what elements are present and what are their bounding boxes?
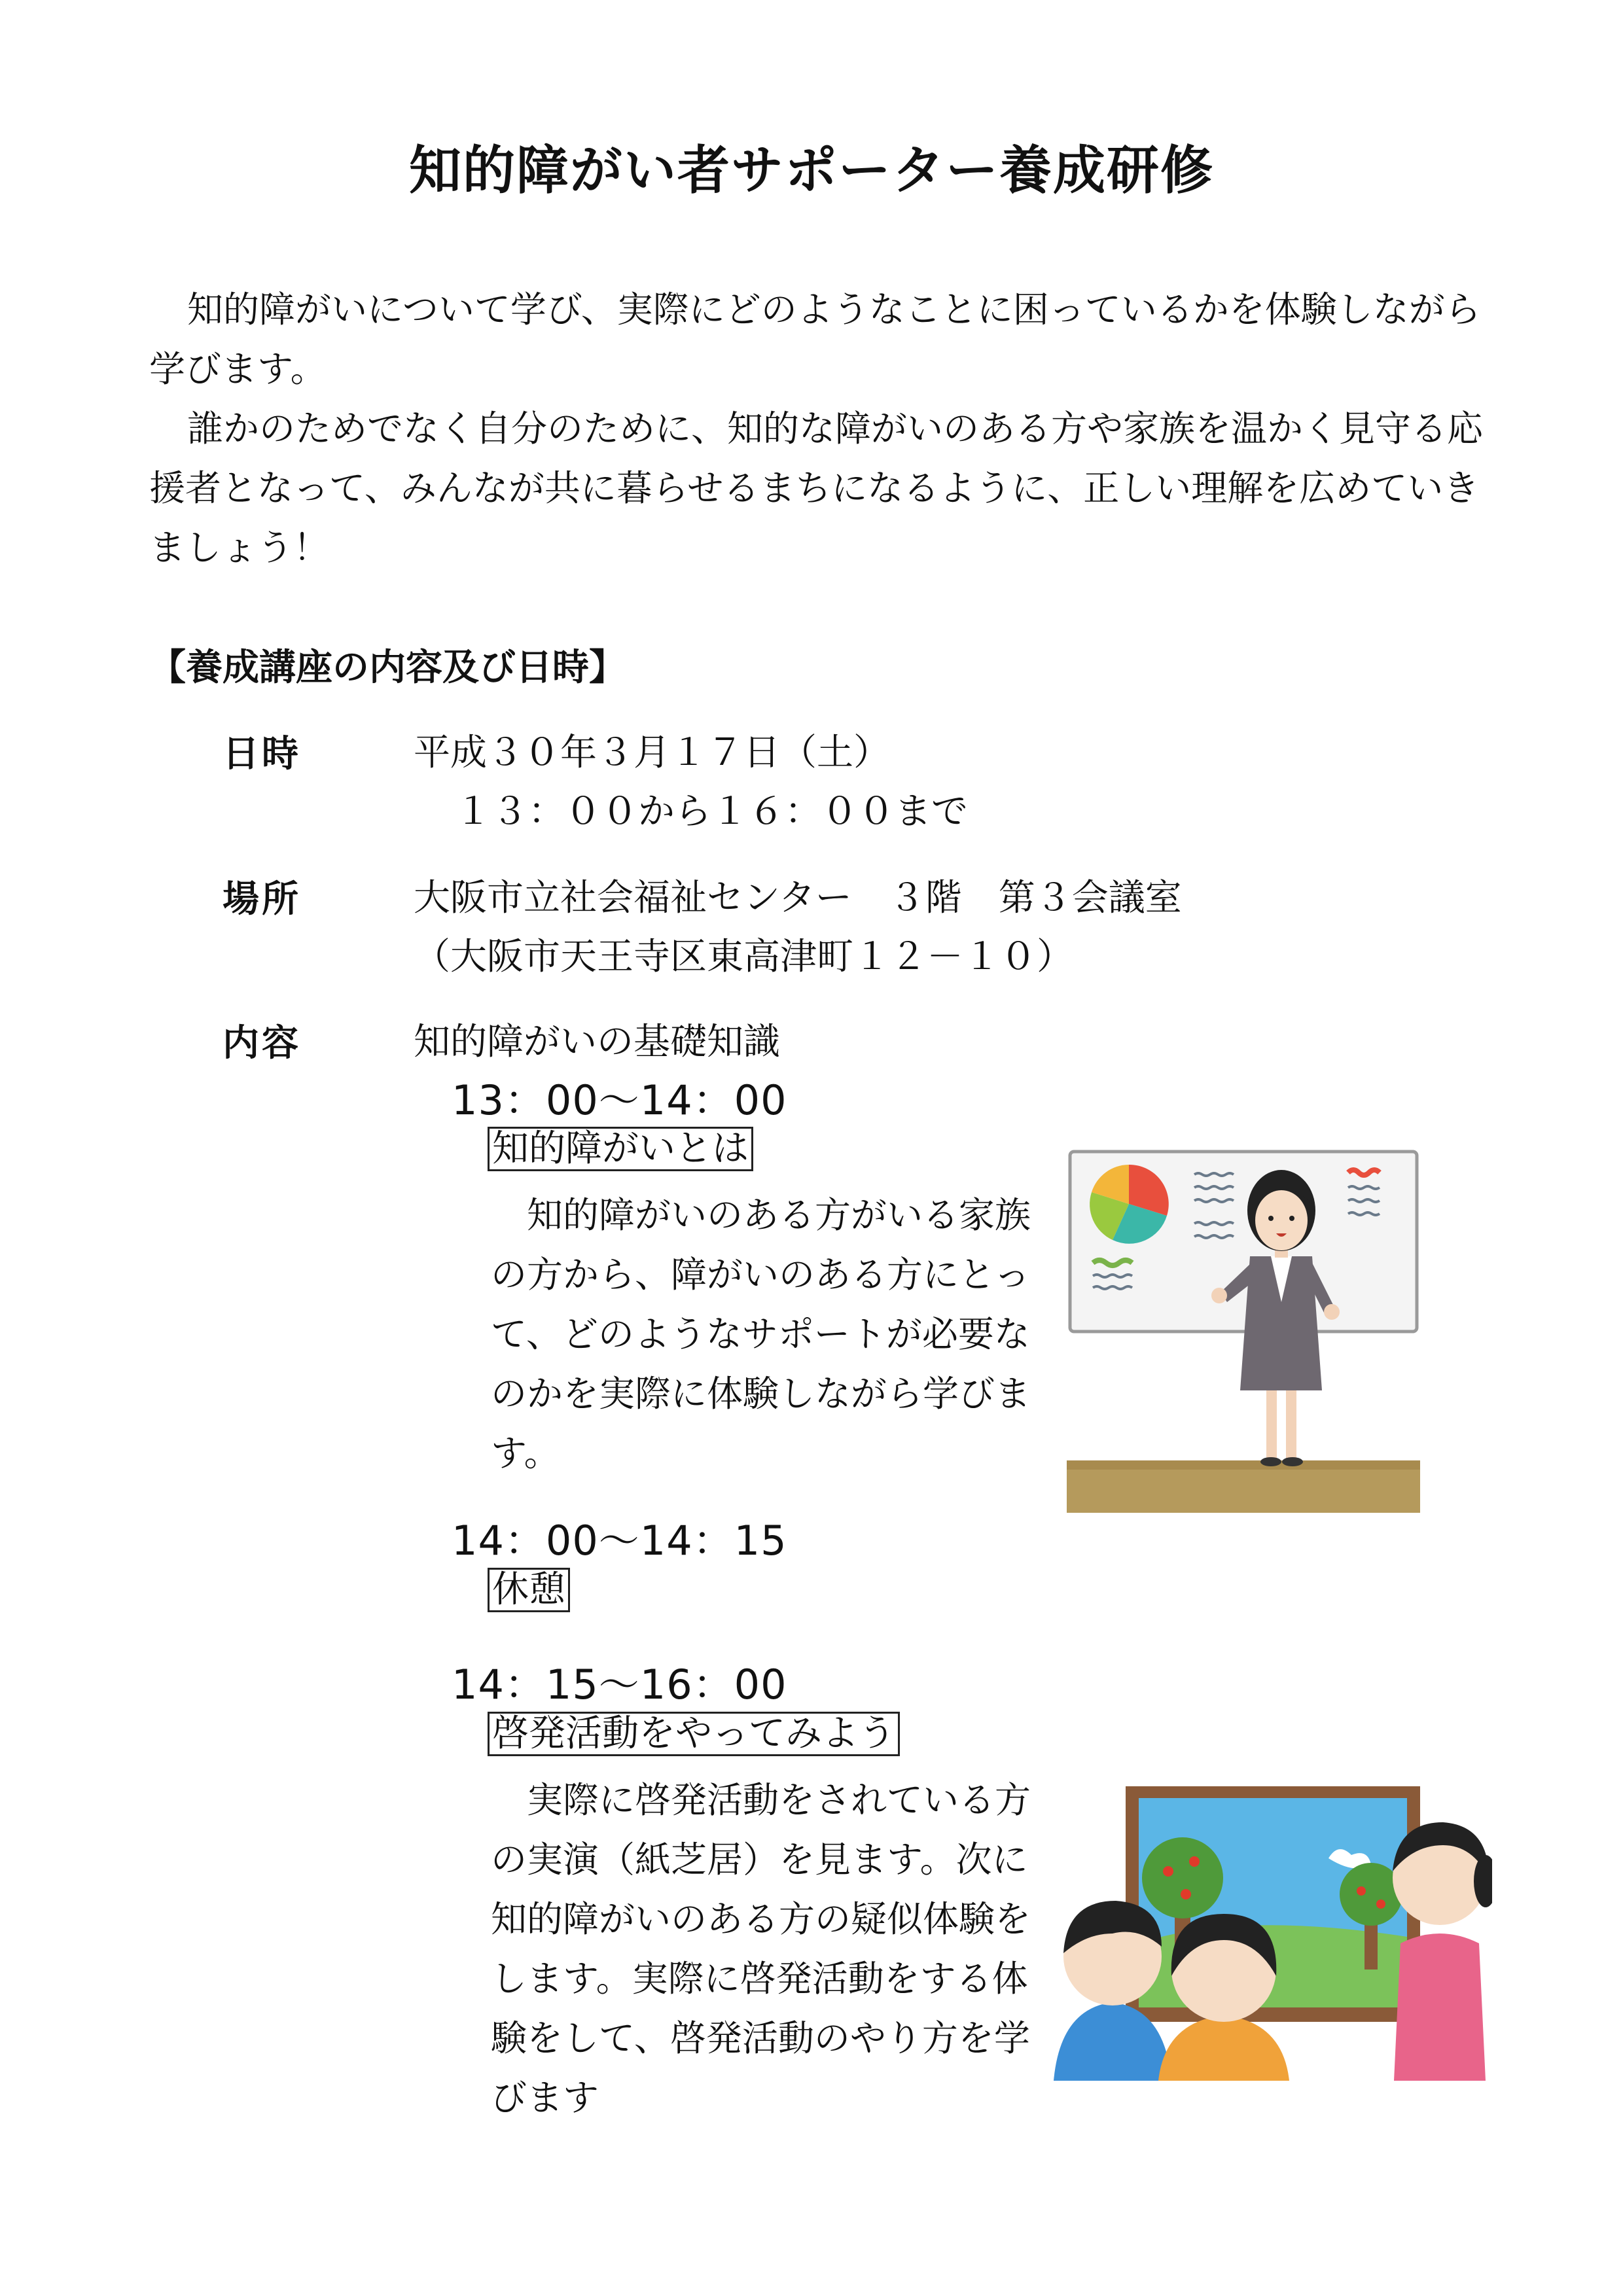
intro-paragraph-2: 誰かのためでなく自分のために、知的な障がいのある方や家族を温かく見守る応援者となって、みんなが共に暮らせるまちになるように、正しい理解を広めていきましょう！ — [149, 408, 1484, 569]
kamishibai-children-illustration — [1041, 1780, 1492, 2081]
session-3-desc-text: 実際に啓発活動をされている方の実演（紙芝居）を見ます。次に知的障がいのある方の疑似体験をします。実際に啓発活動をする体験をして、啓発活動のやり方を学びます — [491, 1779, 1031, 2119]
page-title: 知的障がい者サポーター養成研修 — [409, 140, 1214, 201]
datetime-time: １３：００から１６：００まで — [455, 790, 968, 833]
place-venue: 大阪市立社会福祉センター ３階 第３会議室 — [414, 877, 1182, 919]
content-subtitle: 知的障がいの基礎知識 — [414, 1021, 780, 1063]
place-label: 場所 — [223, 878, 301, 921]
intro-text — [149, 280, 1497, 578]
pie-chart-icon — [1090, 1165, 1169, 1244]
session-2-title: 休憩 — [488, 1568, 570, 1612]
content-label: 内容 — [223, 1022, 301, 1065]
session-3-time: 14：15～16：00 — [452, 1661, 787, 1708]
session-1-title: 知的障がいとは — [488, 1127, 753, 1171]
place-address: （大阪市天王寺区東高津町１２－１０） — [414, 936, 1073, 978]
datetime-date: 平成３０年３月１７日（土） — [414, 732, 890, 774]
datetime-label: 日時 — [223, 733, 301, 775]
session-3-title: 啓発活動をやってみよう — [488, 1712, 900, 1756]
session-3-description — [491, 1771, 1034, 2128]
session-1-desc-text: 知的障がいのある方がいる家族の方から、障がいのある方にとって、どのようなサポートが必要なのかを実際に体験しながら学びます。 — [491, 1194, 1031, 1474]
session-2-time: 14：00～14：15 — [452, 1517, 787, 1564]
session-1-time: 13：00～14：00 — [452, 1076, 787, 1124]
intro-paragraph-1: 知的障がいについて学び、実際にどのようなことに困っているかを体験しながら学びます。 — [149, 289, 1481, 390]
adult-right — [1393, 1822, 1492, 2081]
session-1-description — [491, 1186, 1034, 1483]
section-heading: 【養成講座の内容及び日時】 — [149, 646, 626, 689]
teacher-presenting-illustration — [1060, 1139, 1427, 1518]
